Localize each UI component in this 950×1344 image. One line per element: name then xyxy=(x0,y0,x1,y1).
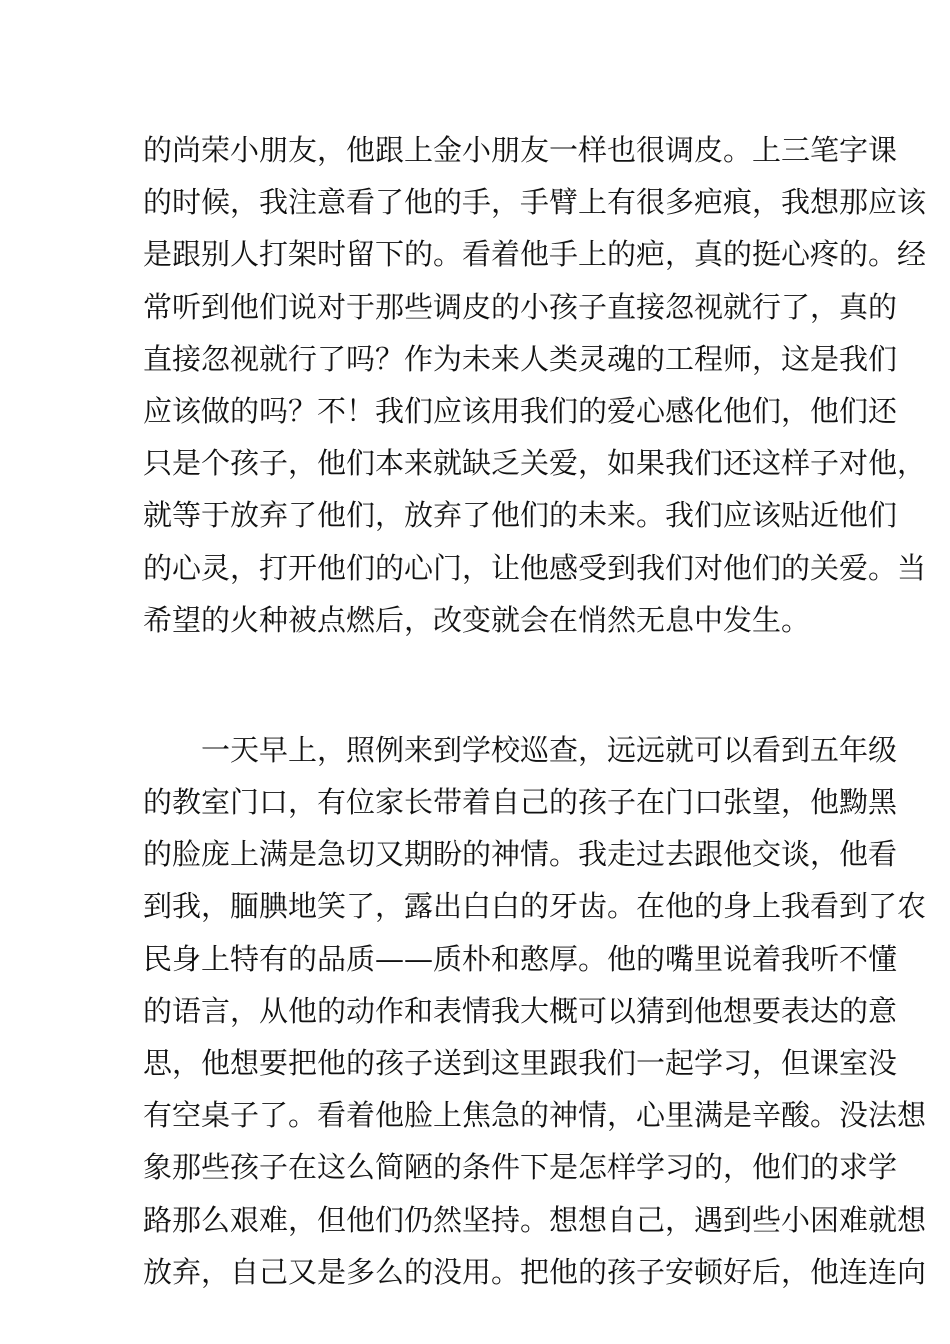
text-line: 的教室门口，有位家长带着自己的孩子在门口张望，他黝黑 xyxy=(143,785,898,820)
text-line: 的心灵，打开他们的心门，让他感受到我们对他们的关爱。当 xyxy=(143,550,927,585)
paragraph-1 xyxy=(143,124,927,646)
text-line: 就等于放弃了他们，放弃了他们的未来。我们应该贴近他们 xyxy=(143,498,898,533)
text-line: 一天早上，照例来到学校巡查，远远就可以看到五年级 xyxy=(201,732,898,767)
text-line: 的语言，从他的动作和表情我大概可以猜到他想要表达的意 xyxy=(143,993,898,1028)
text-line: 民身上特有的品质——质朴和憨厚。他的嘴里说着我听不懂 xyxy=(143,941,898,976)
text-line: 路那么艰难，但他们仍然坚持。想想自己，遇到些小困难就想 xyxy=(143,1202,927,1237)
text-line: 的脸庞上满是急切又期盼的神情。我走过去跟他交谈，他看 xyxy=(143,837,898,872)
text-line: 是跟别人打架时留下的。看着他手上的疤，真的挺心疼的。经 xyxy=(143,237,927,272)
text-line: 的尚荣小朋友，他跟上金小朋友一样也很调皮。上三笔字课 xyxy=(143,133,898,167)
text-line: 放弃，自己又是多么的没用。把他的孩子安顿好后，他连连向 xyxy=(143,1254,927,1289)
text-line: 直接忽视就行了吗？作为未来人类灵魂的工程师，这是我们 xyxy=(143,341,898,376)
text-line: 象那些孩子在这么简陋的条件下是怎样学习的，他们的求学 xyxy=(143,1150,898,1185)
paragraph-2 xyxy=(143,724,927,1298)
text-line: 思，他想要把他的孩子送到这里跟我们一起学习，但课室没 xyxy=(143,1046,898,1080)
text-line: 的时候，我注意看了他的手，手臂上有很多疤痕，我想那应该 xyxy=(143,185,927,220)
text-line: 到我，腼腆地笑了，露出白白的牙齿。在他的身上我看到了农 xyxy=(143,889,927,924)
text-line: 只是个孩子，他们本来就缺乏关爱，如果我们还这样子对他， xyxy=(143,446,927,481)
text-line: 应该做的吗？不！我们应该用我们的爱心感化他们，他们还 xyxy=(143,393,898,428)
text-line: 有空桌子了。看着他脸上焦急的神情，心里满是辛酸。没法想 xyxy=(143,1098,927,1133)
document-body xyxy=(143,124,927,1298)
text-line: 常听到他们说对于那些调皮的小孩子直接忽视就行了，真的 xyxy=(143,289,898,324)
text-line: 希望的火种被点燃后，改变就会在悄然无息中发生。 xyxy=(143,602,811,637)
paragraph-spacer xyxy=(143,646,809,724)
